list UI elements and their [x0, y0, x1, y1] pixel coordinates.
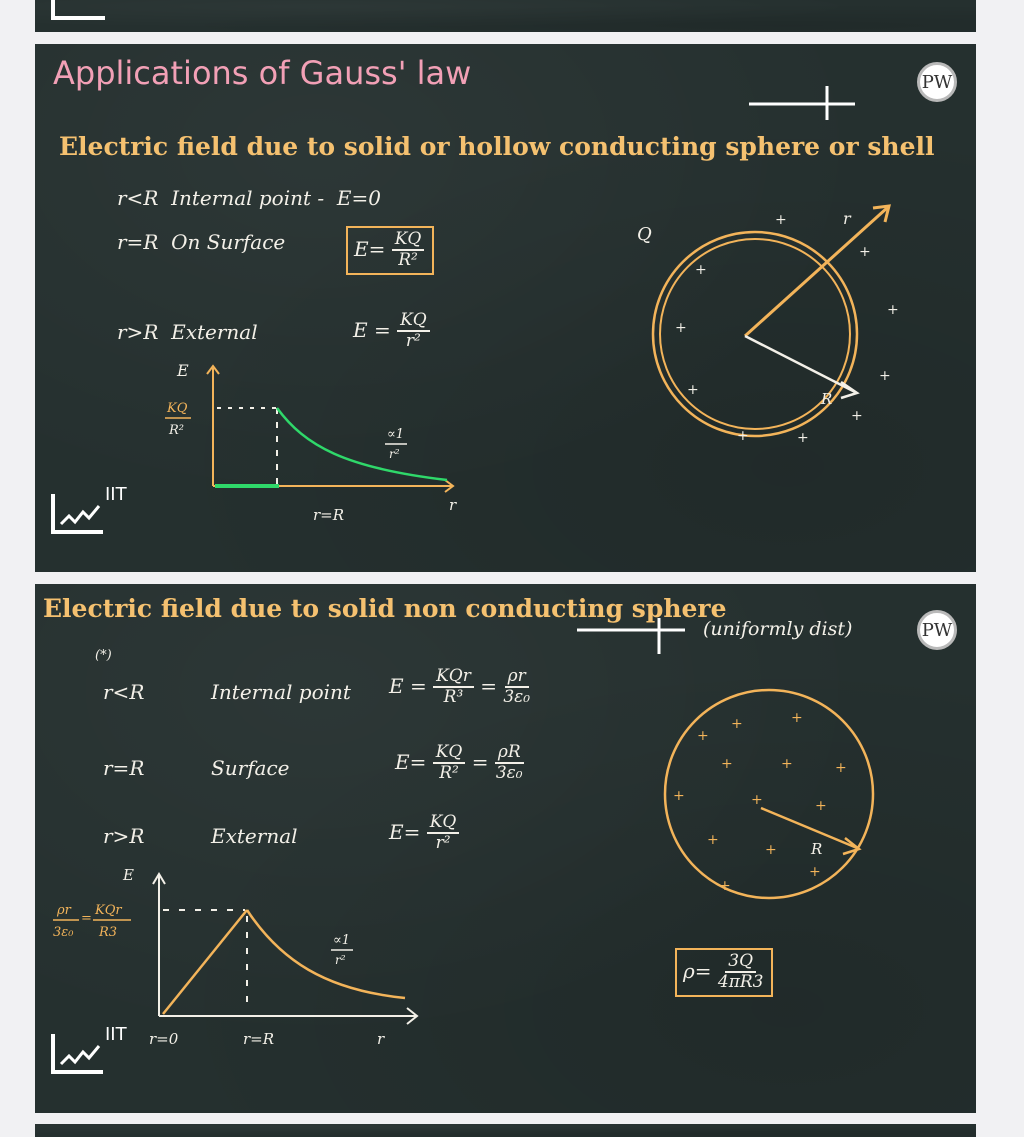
formula-lhs: E=: [389, 819, 421, 844]
fraction-denominator: R²: [398, 249, 418, 270]
fraction-denominator: 3ε₀: [503, 686, 531, 707]
slide-previous-partial: [35, 0, 976, 32]
fraction-denominator: 3ε₀: [495, 762, 523, 783]
svg-text:+: +: [815, 798, 827, 814]
distance-r-arrow: [745, 208, 887, 336]
fraction-numerator: KQ: [433, 744, 466, 764]
fraction: [503, 668, 530, 707]
row-condition: r<R: [103, 680, 145, 704]
chalk-cross-mark: [745, 82, 865, 122]
graph-y-mark-denominator: R²: [169, 423, 184, 438]
formula-lhs: E=: [395, 749, 427, 774]
svg-text:+: +: [719, 878, 731, 894]
iit-text: IIT: [105, 1024, 127, 1045]
svg-text:+: +: [697, 728, 709, 744]
row-condition: r>R: [103, 824, 145, 848]
graph-y-mark-numerator: KQ: [167, 401, 188, 416]
row-expression: E=0: [336, 186, 381, 210]
graph-curve-numerator: ∝1: [333, 933, 351, 948]
row-surface: [117, 230, 285, 254]
fraction: [495, 744, 524, 783]
surface-plus-sign: +: [851, 408, 863, 424]
fraction: [718, 953, 764, 992]
svg-text:+: +: [731, 716, 743, 732]
fraction-denominator: 4πR3: [717, 971, 764, 992]
graph-x-mark: r=R: [313, 506, 345, 524]
slide-next-partial: [35, 1124, 976, 1137]
radius-R-label: R: [821, 390, 833, 408]
surface-plus-sign: +: [879, 368, 891, 384]
chalk-cross-mark: [575, 618, 695, 658]
formula-lhs: E =: [353, 317, 391, 342]
formula-equals: =: [471, 749, 489, 774]
graph-decay-curve: [247, 910, 405, 998]
iit-logo: [45, 1024, 127, 1085]
surface-plus-sign: +: [775, 212, 787, 228]
row-label: On Surface: [171, 230, 286, 254]
graph-curve-denominator: r²: [335, 953, 346, 967]
row-label: Internal point -: [171, 186, 325, 210]
sphere-outline: [665, 690, 873, 898]
graph-x-label: r: [449, 496, 457, 514]
iit-chart-logo-partial: [45, 0, 105, 30]
pw-logo: PW: [917, 610, 957, 650]
external-field-formula: [389, 814, 459, 853]
iit-text: IIT: [105, 484, 127, 505]
graph-peak-numerator-2: KQr: [95, 903, 122, 918]
radius-R-label: R: [811, 840, 823, 858]
surface-field-formula: [395, 744, 524, 783]
fraction: [433, 744, 466, 783]
charge-density-formula-box: [675, 948, 773, 997]
svg-text:+: +: [835, 760, 847, 776]
graph-y-label: E: [177, 361, 189, 380]
graph-x-label: r: [377, 1030, 385, 1048]
fraction: [392, 231, 425, 270]
volume-charge-signs: [673, 710, 847, 894]
fraction-numerator: KQ: [427, 814, 460, 834]
distance-r-label: r: [843, 209, 851, 228]
fraction: [433, 668, 474, 707]
graph-peak-numerator-1: ρr: [57, 903, 71, 918]
sphere-charge-label: Q: [637, 224, 652, 245]
row-external: [117, 320, 258, 344]
row-condition: r=R: [103, 756, 145, 780]
fraction-denominator: r²: [405, 330, 421, 351]
graph-peak-equals: =: [81, 911, 92, 926]
star-marker: (*): [95, 648, 112, 663]
field-vs-distance-graph: [45, 860, 465, 1050]
graph-curve-numerator: ∝1: [387, 427, 405, 442]
iit-chart-icon: [45, 484, 105, 540]
graph-decay-curve: [277, 408, 447, 480]
fraction-numerator: KQ: [397, 312, 430, 332]
slide-title: Applications of Gauss' law: [53, 54, 472, 92]
radius-R-arrow: [745, 336, 855, 392]
svg-text:+: +: [791, 710, 803, 726]
surface-plus-sign: +: [687, 382, 699, 398]
graph-curve-denominator: r²: [389, 447, 400, 461]
row-label: External: [171, 320, 258, 344]
svg-text:+: +: [751, 792, 763, 808]
svg-text:+: +: [673, 788, 685, 804]
surface-plus-sign: +: [859, 244, 871, 260]
field-vs-distance-graph: [155, 356, 475, 526]
graph-x-origin: r=0: [149, 1030, 179, 1048]
graph-peak-denominator-2: R3: [99, 925, 118, 940]
fraction: [427, 814, 460, 853]
slide-nonconducting-sphere: [35, 584, 976, 1113]
row-label: Internal point: [211, 680, 351, 704]
fraction-denominator: R²: [439, 762, 459, 783]
nonconducting-sphere-diagram: [655, 684, 885, 904]
surface-field-formula-box: [346, 226, 434, 275]
svg-text:+: +: [809, 864, 821, 880]
surface-plus-sign: +: [675, 320, 687, 336]
row-condition: r>R: [117, 320, 159, 344]
section-heading: Electric field due to solid non conducting sphere: [43, 594, 727, 623]
fraction-numerator: KQ: [392, 231, 425, 251]
fraction-numerator: ρR: [495, 744, 524, 764]
conducting-sphere-diagram: [625, 194, 925, 454]
svg-text:+: +: [781, 756, 793, 772]
graph-peak-denominator-1: 3ε₀: [53, 925, 74, 940]
graph-linear-rise: [163, 910, 247, 1014]
iit-chart-icon: [45, 1024, 105, 1080]
formula-lhs: ρ=: [683, 958, 712, 983]
graph-y-label: E: [123, 866, 134, 884]
row-label: External: [211, 824, 298, 848]
formula-lhs: E =: [389, 673, 427, 698]
iit-logo: [45, 484, 127, 545]
formula-lhs: E=: [354, 236, 386, 261]
fraction-numerator: ρr: [505, 668, 529, 688]
fraction-denominator: r²: [435, 832, 451, 853]
pw-logo: PW: [917, 62, 957, 102]
row-internal: [117, 186, 381, 210]
fraction-numerator: KQr: [433, 668, 474, 688]
formula-equals: =: [480, 673, 497, 698]
external-field-formula: [353, 312, 430, 351]
fraction-denominator: R³: [443, 686, 464, 707]
surface-plus-sign: +: [797, 430, 809, 446]
svg-text:+: +: [765, 842, 777, 858]
row-condition: r<R: [117, 186, 159, 210]
row-label: Surface: [211, 756, 290, 780]
surface-plus-sign: +: [737, 428, 749, 444]
internal-field-formula: [389, 668, 530, 707]
slide-conducting-sphere: [35, 44, 976, 572]
svg-text:+: +: [707, 832, 719, 848]
fraction: [397, 312, 430, 351]
graph-x-mark: r=R: [243, 1030, 275, 1048]
surface-plus-sign: +: [695, 262, 707, 278]
row-condition: r=R: [117, 230, 159, 254]
fraction-numerator: 3Q: [725, 953, 756, 973]
section-heading: Electric field due to solid or hollow conducting sphere or shell: [59, 132, 935, 161]
distribution-note: (uniformly dist): [703, 618, 853, 640]
svg-text:+: +: [721, 756, 733, 772]
surface-plus-sign: +: [887, 302, 899, 318]
